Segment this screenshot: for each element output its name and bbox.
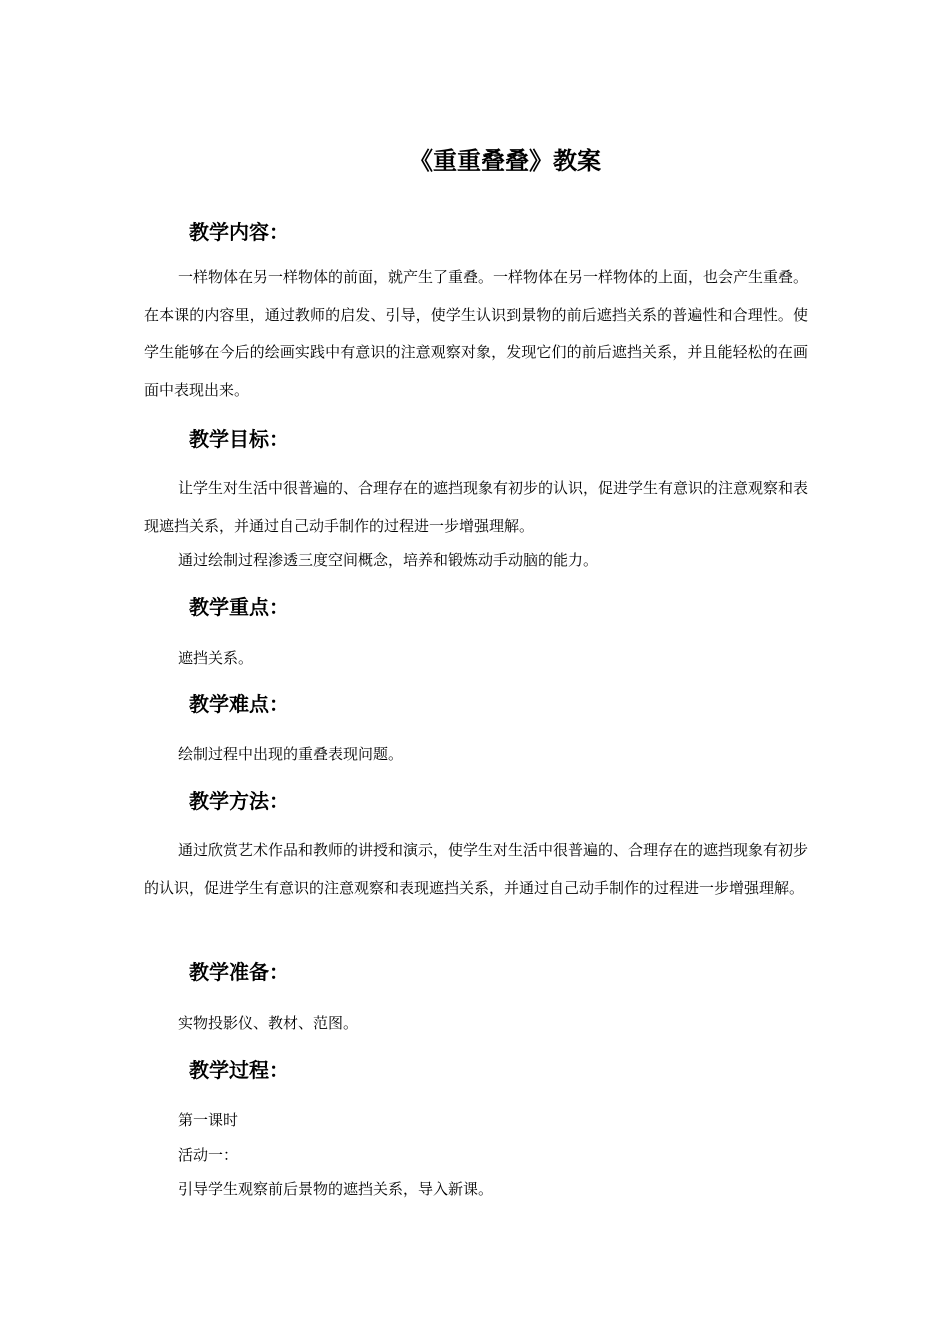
line-key-point: 遮挡关系。 [178, 649, 254, 667]
heading-teaching-method: 教学方法： [189, 789, 289, 813]
paragraph-teaching-goals: 让学生对生活中很普遍的、合理存在的遮挡现象有初步的认识，促进学生有意识的注意观察和表现遮挡关系，并通过自己动手制作的过程进一步增强理解。 [144, 479, 809, 535]
heading-teaching-content: 教学内容： [189, 220, 289, 244]
line-first-lesson: 第一课时 [178, 1111, 239, 1129]
heading-preparation: 教学准备： [189, 960, 289, 984]
heading-teaching-goals: 教学目标： [189, 427, 289, 451]
line-activity-one-desc: 引导学生观察前后景物的遮挡关系，导入新课。 [178, 1180, 494, 1198]
heading-teaching-process: 教学过程： [189, 1058, 289, 1082]
document-title: 《重重叠叠》教案 [409, 147, 601, 175]
heading-key-point: 教学重点： [189, 595, 289, 619]
line-activity-one: 活动一： [178, 1146, 239, 1164]
line-preparation: 实物投影仪、教材、范图。 [178, 1014, 359, 1032]
line-teaching-goals-2: 通过绘制过程渗透三度空间概念，培养和锻炼动手动脑的能力。 [178, 551, 599, 569]
paragraph-teaching-content: 一样物体在另一样物体的前面，就产生了重叠。一样物体在另一样物体的上面，也会产生重叠。在本课的内容里，通过教师的启发、引导，使学生认识到景物的前后遮挡关系的普遍性和合理性。使学生能够在今后的绘画实践中有意识的注意观察对象，发现它们的前后遮挡关系，并且能轻松的在画面中表现出来。 [144, 268, 809, 399]
line-difficulty: 绘制过程中出现的重叠表现问题。 [178, 745, 404, 763]
heading-difficulty: 教学难点： [189, 692, 289, 716]
paragraph-teaching-method: 通过欣赏艺术作品和教师的讲授和演示，使学生对生活中很普遍的、合理存在的遮挡现象有初步的认识，促进学生有意识的注意观察和表现遮挡关系，并通过自己动手制作的过程进一步增强理解。 [144, 841, 809, 897]
